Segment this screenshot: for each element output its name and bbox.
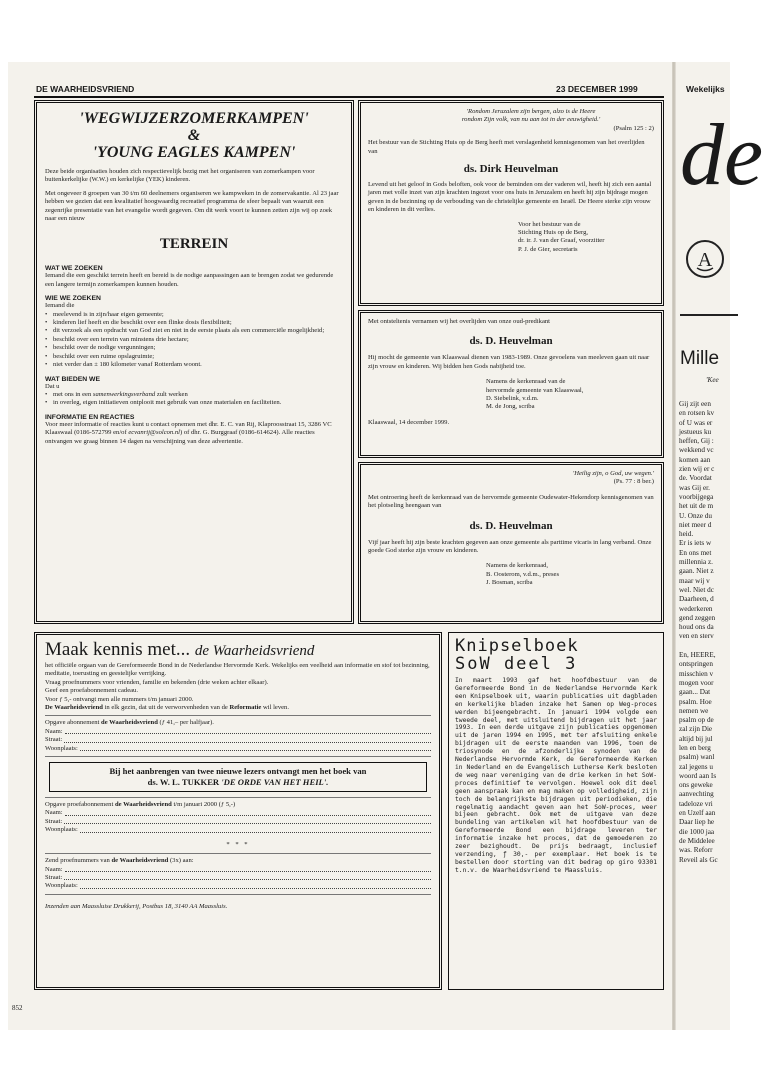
notice-body: Vijf jaar heeft hij zijn beste krachten gegeven aan onze gemeente als parttime vicaris in lang verband. Onze goede God sterke zijn vrouw en kinderen. bbox=[368, 538, 652, 555]
bieden-heading: WAT BIEDEN WE bbox=[45, 375, 101, 383]
signature-line: Stichting Huis op de Berg, bbox=[518, 229, 589, 237]
text-line: die 1000 jaa bbox=[679, 827, 715, 836]
city-field[interactable]: Woonplaats: bbox=[45, 826, 431, 834]
list-item: • niet verder dan ± 180 kilometer vanaf Rotterdam woont. bbox=[53, 361, 343, 369]
emblem-icon bbox=[686, 240, 724, 278]
street-field[interactable]: Straat: bbox=[45, 874, 431, 882]
promo-line: De Waarheidsvriend in elk gezin, dat uit de verworvenheden van de Reformatie wil leven. bbox=[45, 704, 289, 712]
info-heading: INFORMATIE EN REACTIES bbox=[45, 413, 135, 421]
city-field[interactable]: Woonplaats: bbox=[45, 882, 431, 890]
camp-title-1: 'WEGWIJZERZOMERKAMPEN' bbox=[79, 110, 309, 127]
list-item: • dit verzoek als een opdracht van God ziet en niet in de eerste plaats als een commerciële mogelijkheid; bbox=[53, 327, 343, 335]
wie-intro: Iemand die bbox=[45, 302, 75, 310]
bieden-list bbox=[45, 391, 343, 408]
text-line: voorbijgega bbox=[679, 492, 714, 501]
form-abonnement-title: Opgave abonnement de Waarheidsvriend (ƒ 41,– per halfjaar). bbox=[45, 719, 214, 727]
wie-heading: WIE WE ZOEKEN bbox=[45, 295, 101, 303]
text-line: nemen we bbox=[679, 706, 709, 715]
text-line: wel. Niet dc bbox=[679, 585, 714, 594]
text-line: misschien v bbox=[679, 669, 714, 678]
knipselboek-title-1: Knipselboek bbox=[455, 636, 579, 656]
text-line: U. Onze du bbox=[679, 511, 712, 520]
deceased-name: ds. D. Heuvelman bbox=[469, 519, 553, 532]
book-offer-box bbox=[49, 762, 427, 792]
issue-date: 23 DECEMBER 1999 bbox=[556, 84, 638, 94]
book-offer-line-2: ds. W. L. TUKKER 'DE ORDE VAN HET HEIL'. bbox=[147, 777, 329, 788]
text-line: was. Reforr bbox=[679, 846, 713, 855]
text-line: aanvechting bbox=[679, 790, 714, 799]
text-line: was Gij er. bbox=[679, 483, 710, 492]
signature-line: Namens de kerkenraad, bbox=[486, 562, 549, 570]
notice-body: Hij mocht de gemeente van Klaaswaal dienen van 1983-1989. Onze gevoelens van meeleven gaan uit naar zijn vrouw en kinderen. Wij bidden hen Gods nabijheid toe. bbox=[368, 354, 650, 370]
camp-title-amp: & bbox=[187, 127, 201, 144]
svg-text:A: A bbox=[697, 249, 713, 271]
camp-title-2: 'YOUNG EAGLES KAMPEN' bbox=[92, 144, 296, 161]
emblem-graphic bbox=[688, 242, 722, 276]
text-line: houd ons da bbox=[679, 623, 714, 632]
camp-advert bbox=[34, 100, 354, 624]
text-line: jestueus ku bbox=[679, 427, 712, 436]
text-line bbox=[679, 642, 737, 651]
quote-line-2: rondom Zijn volk, van nu aan tot in der eeuwigheid.' bbox=[461, 116, 601, 124]
knipselboek-body: In maart 1993 gaf het hoofdbestuur van de Gereformeerde Bond in de Nederlandse Hervormde Kerk een Knipselboek uit, waarin publicaties uit dagbladen en kerkelijke bladen inzake het Samen op Weg-proces werden bijeengebracht. In januari 1994 volgde een tweede deel, met uitsluitend bijdragen uit het jaar 1993. In een derde uitgave zijn publicaties opgenomen uit de jaren 1994 en 1995, met ter afsluiting enkele bijdragen uit de eerste maanden van 1996, toen de triosynode en de afzonderlijke synoden van de Nederlandse Hervormde Kerk, de Gereformeerde Kerken in Nederland en de Evangelisch Lutherse Kerk besloten de weg naar vereniging van de drie kerken in het SoW-proces definitief te vervolgen. Hoewel ook dit deel geen aanspraak kan en mag maken op volledigheid, zijn toch de belangrijkste bijdragen uit periodieken, die regelmatig aandacht geven aan het SoW-proces, weer bijeen gebracht. Ook met de uitgave van deze bundeling van artikelen wil het hoofdbestuur van de Gereformeerde Bond een bijdrage leveren ter informatie inzake het proces, dat de gemoederen zo zeer bezighoudt. De prijs bedraagt, inclusief verzending, ƒ 30,- per exemplaar. Het boek is te bestellen door storting van dit bedrag op giro 93301 t.n.v. de Waarheidsvriend te Maassluis. bbox=[455, 677, 657, 874]
deceased-name: ds. Dirk Heuvelman bbox=[463, 163, 559, 176]
street-field[interactable]: Straat: bbox=[45, 818, 431, 826]
page-fold bbox=[672, 62, 676, 1030]
text-line: Daarheen, d bbox=[679, 595, 714, 604]
notice-body: Levend uit het geloof in Gods beloften, ook voor de beminden om der vaderen wil, heeft hij zich een aantal jaren met volle inzet van zijn krachten ingezet voor ons huis in Jeruzalem en heeft hij zijn bijdrage mogen geven in de bezinning op de verbouding van de christelijke gemeente en Israël. De Heere sterke zijn vrouw en kinderen in dit verlies. bbox=[368, 181, 652, 214]
knipselboek-title-2: SoW deel 3 bbox=[455, 654, 578, 674]
text-line: zien wij er c bbox=[679, 465, 715, 474]
text-line: len en berg bbox=[679, 743, 711, 752]
death-notice-klaaswaal bbox=[358, 310, 664, 458]
quote-reference: (Ps. 77 : 8 ber.) bbox=[613, 478, 654, 486]
signature-line: hervormde gemeente van Klaaswaal, bbox=[486, 386, 584, 394]
promo-line: Vraag proefnummers voor vrienden, familie en bekenden (drie weken achter elkaar). bbox=[45, 678, 269, 686]
page-number: 852 bbox=[12, 1004, 23, 1012]
text-line: Daar liep he bbox=[679, 818, 715, 827]
section-separator: * * * bbox=[226, 840, 250, 848]
article-subhead-fragment: 'Kee bbox=[706, 376, 719, 384]
text-line: en Uzelf aan bbox=[679, 809, 716, 818]
text-line: ven en sterv bbox=[679, 632, 714, 641]
zoeken-heading: WAT WE ZOEKEN bbox=[45, 265, 103, 273]
quote-line: 'Heilig zijn, o God, uw wegen.' bbox=[572, 470, 654, 477]
list-item: • beschikt over een terrein van minstens drie hectare; bbox=[53, 336, 343, 344]
info-text: Voor meer informatie of reacties kunt u contact opnemen met dhr. E. C. van Rij, Klaproosstraat 15, 3286 VC Klaaswaal (0186-572799 en/of ecvanrij@solcon.nl) of dhr. G. Burggraaf (0186-614624). Alle reacties ontvangen we graag binnen 14 dagen na verschijning van deze advertentie. bbox=[45, 420, 332, 445]
text-line: wekkend vc bbox=[679, 446, 714, 455]
book-offer-line-1: Bij het aanbrengen van twee nieuwe lezers ontvangt men het boek van bbox=[109, 766, 367, 777]
list-item: • beschikt over een ruime opslagruimte; bbox=[53, 353, 343, 361]
signature-line: D. Siebelink, v.d.m. bbox=[486, 395, 539, 403]
signature-line: J. Bosman, scriba bbox=[486, 579, 533, 587]
name-field[interactable]: Naam: bbox=[45, 866, 431, 874]
subscription-advert bbox=[34, 632, 442, 990]
signature-line: M. de Jong, scriba bbox=[486, 403, 535, 411]
text-line: Reveil als Gc bbox=[679, 855, 718, 864]
text-line: En, HEERE, bbox=[679, 651, 716, 660]
camp-description: Met ongeveer 8 groepen van 30 t/m 60 deelnemers organiseren we kampweken in de zomervakantie. Al 23 jaar hebben we gezien dat een kwalitatief hoogwaardig recreatief programma de sfeer bepaalt van waaruit een zegenrijke presentatie van het evangelie wordt gegeven. Om dit werk voort te kunnen zetten zijn wij op zoek naar een nieuw bbox=[45, 189, 339, 223]
promo-line: Voor ƒ 5,- ontvangt men alle nummers t/m januari 2000. bbox=[45, 695, 194, 703]
text-line: de. Voordat bbox=[679, 474, 712, 483]
name-field[interactable]: Naam: bbox=[45, 809, 431, 817]
signature-line: dr. ir. J. van der Graaf, voorzitter bbox=[518, 237, 605, 245]
list-item: • meelevend is in zijn/haar eigen gemeente; bbox=[53, 311, 343, 319]
text-line: zal jegens u bbox=[679, 762, 713, 771]
promo-title: Maak kennis met... de Waarheidsvriend bbox=[45, 639, 315, 660]
form-proef-title: Opgave proefabonnement de Waarheidsvriend t/m januari 2000 (ƒ 5,-) bbox=[45, 801, 236, 809]
text-line: tadeloze vri bbox=[679, 799, 713, 808]
quote-line-1: 'Rondom Jeruzalem zijn bergen, alzo is de Heere bbox=[466, 108, 596, 115]
terrein-heading: TERREIN bbox=[159, 236, 229, 253]
text-line: psalm. Hoe bbox=[679, 697, 712, 706]
text-line: de Middelee bbox=[679, 836, 715, 845]
death-notice-oudewater bbox=[358, 462, 664, 624]
deceased-name: ds. D. Heuvelman bbox=[469, 335, 553, 348]
notice-intro: Met ontroering heeft de kerkenraad van de hervormde gemeente Oudewater-Hekendorp kennisgenomen van het plotseling heengaan van bbox=[368, 493, 654, 510]
promo-description: het officiële orgaan van de Gereformeerde Bond in de Nederlandse Hervormde Kerk. Wekelijks een veelheid aan informatie en stof tot bezinning, meditatie, toerusting en geestelijke verrijking. bbox=[45, 662, 430, 678]
text-line: heffen, Gij : bbox=[679, 437, 714, 446]
signature-line: P. J. de Gier, secretaris bbox=[518, 245, 578, 253]
bieden-intro: Dat u bbox=[45, 382, 60, 390]
text-line: Er is iets w bbox=[679, 539, 712, 548]
article-text-fragment bbox=[679, 400, 737, 865]
name-field[interactable]: Naam: bbox=[45, 728, 431, 736]
text-line: wederkeren bbox=[679, 604, 713, 613]
article-headline-fragment: Mille bbox=[680, 348, 720, 369]
text-line: mogen voor bbox=[679, 678, 714, 687]
info-email: ecvanrij@solcon.nl bbox=[128, 429, 180, 437]
text-line: zal zijn Die bbox=[679, 725, 713, 734]
list-item: • kinderen lief heeft en die beschikt over een flinke dosis flexibiliteit; bbox=[53, 319, 343, 327]
right-page-header: Wekelijks bbox=[686, 84, 725, 94]
signature-line: B. Oosterom, v.d.m., preses bbox=[486, 570, 560, 578]
notice-intro: Met ontsteltenis vernamen wij het overlijden van onze oud-predikant bbox=[368, 318, 551, 325]
text-line: altijd bij jul bbox=[679, 734, 713, 743]
text-line: psalm) wanl bbox=[679, 753, 715, 762]
text-line: psalm op de bbox=[679, 716, 714, 725]
text-line: En ons met bbox=[679, 548, 712, 557]
text-line: gaan. Niet z bbox=[679, 567, 714, 576]
text-line: niet meer d bbox=[679, 520, 712, 529]
text-line: komen aan bbox=[679, 455, 711, 464]
form-proefnummers-title: Zend proefnummers van de Waarheidsvriend (3x) aan: bbox=[45, 857, 194, 865]
signature-line: Namens de kerkenraad van de bbox=[486, 378, 566, 386]
text-line: Gij zijt een bbox=[679, 400, 711, 408]
text-line: maar wij v bbox=[679, 576, 710, 585]
section-rule bbox=[680, 314, 738, 316]
list-item: • beschikt over de nodige vergunningen; bbox=[53, 344, 343, 352]
text-line: heid. bbox=[679, 530, 694, 539]
street-field[interactable]: Straat: bbox=[45, 736, 431, 744]
text-line: gend zeggen bbox=[679, 613, 716, 622]
text-line: woord aan Is bbox=[679, 771, 717, 780]
header-rule bbox=[34, 96, 664, 98]
masthead-fragment: de bbox=[680, 107, 763, 204]
text-line: of U was er bbox=[679, 418, 713, 427]
text-line: ontspringen bbox=[679, 660, 713, 669]
promo-footer-address: Inzenden aan Maassluise Drukkerij, Postbus 18, 3140 AA Maassluis. bbox=[45, 902, 228, 910]
list-item: • in overleg, eigen initiatieven ontplooit met gebruik van onze materialen en faciliteiten. bbox=[53, 399, 343, 407]
quote-reference: (Psalm 125 : 2) bbox=[613, 124, 654, 132]
wie-list bbox=[45, 311, 343, 370]
list-item: • met ons in een samenwerkingsverband zult werken bbox=[53, 391, 343, 399]
death-notice-huis-op-de-berg bbox=[358, 100, 664, 306]
text-line: gaan... Dat bbox=[679, 688, 711, 697]
zoeken-text: Iemand die een geschikt terrein heeft en bereid is de nodige aanpassingen aan te brengen zodat we gedurende een langere termijn zomerkampen kunnen houden. bbox=[45, 272, 334, 288]
notice-place-date: Klaaswaal, 14 december 1999. bbox=[368, 418, 450, 426]
notice-intro: Het bestuur van de Stichting Huis op de Berg heeft met verslagenheid kennisgenomen van het overlijden van bbox=[368, 139, 645, 155]
city-field[interactable]: Woonplaats: bbox=[45, 745, 431, 753]
text-line: en rotsen kv bbox=[679, 409, 715, 418]
text-line: het uit de m bbox=[679, 502, 714, 511]
promo-line: Geef een proefabonnement cadeau. bbox=[45, 687, 138, 695]
knipselboek-advert bbox=[448, 632, 664, 990]
signature-line: Voor het bestuur van de bbox=[518, 220, 581, 228]
publication-name: DE WAARHEIDSVRIEND bbox=[36, 84, 135, 94]
camp-intro: Deze beide organisaties houden zich respectievelijk bezig met het organiseren van zomerkampen voor buitenkerkelijke (W.W.) en kerkelijke (YEK) kinderen. bbox=[45, 168, 315, 184]
text-line: millennia z. bbox=[679, 558, 713, 567]
text-line: ons geweke bbox=[679, 781, 713, 790]
